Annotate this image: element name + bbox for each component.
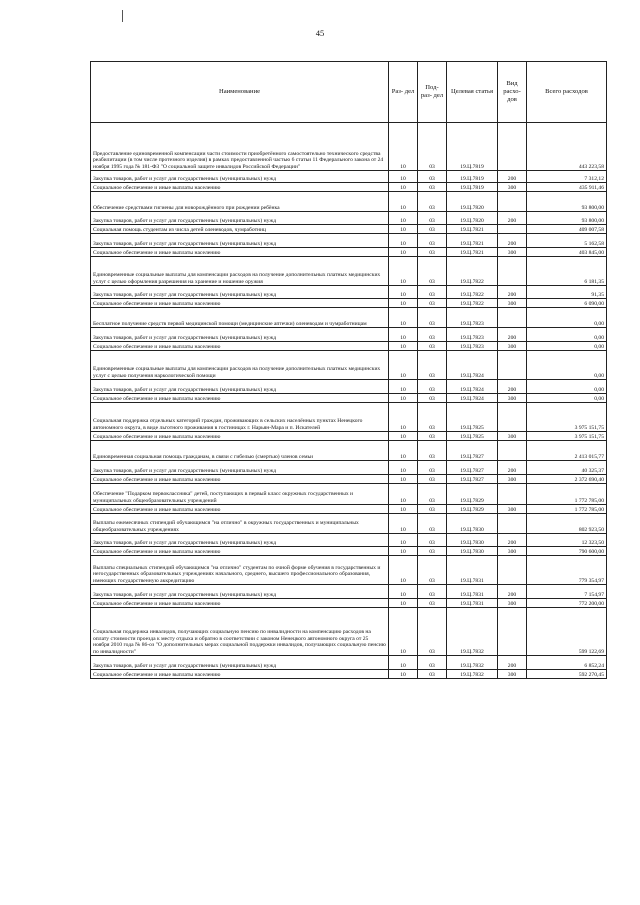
row-total: 40 325,37 — [527, 461, 607, 475]
row-name: Социальное обеспечение и иные выплаты населению — [91, 432, 389, 441]
table-row — [91, 403, 607, 432]
row-section: 10 — [389, 308, 418, 328]
row-kind — [498, 514, 527, 534]
row-kind: 300 — [498, 670, 527, 679]
table-row — [91, 380, 607, 394]
row-total: 435 911,46 — [527, 183, 607, 192]
row-total: 0,00 — [527, 394, 607, 403]
row-name: Закупка товаров, работ и услуг для государственных (муниципальных) нужд — [91, 461, 389, 475]
row-subsection: 03 — [418, 299, 447, 308]
row-total: 790 600,00 — [527, 547, 607, 556]
row-name: Социальное обеспечение и иные выплаты населению — [91, 183, 389, 192]
row-total: 91,35 — [527, 286, 607, 299]
table-row — [91, 342, 607, 351]
page-number: 45 — [315, 28, 325, 38]
row-subsection: 03 — [418, 461, 447, 475]
row-subsection: 03 — [418, 547, 447, 556]
row-name: Закупка товаров, работ и услуг для государственных (муниципальных) нужд — [91, 656, 389, 670]
row-target: 19.Ц.7827 — [447, 461, 498, 475]
row-target: 19.Ц.7827 — [447, 475, 498, 484]
row-total: 0,00 — [527, 380, 607, 394]
row-subsection: 03 — [418, 225, 447, 234]
row-kind: 200 — [498, 234, 527, 248]
row-name: Закупка товаров, работ и услуг для государственных (муниципальных) нужд — [91, 380, 389, 394]
row-total: 2 372 690,40 — [527, 475, 607, 484]
table-row — [91, 585, 607, 599]
row-section: 10 — [389, 225, 418, 234]
row-name: Социальное обеспечение и иные выплаты населению — [91, 670, 389, 679]
row-subsection: 03 — [418, 608, 447, 656]
row-total: 12 323,50 — [527, 534, 607, 547]
row-target: 19.Ц.7832 — [447, 670, 498, 679]
row-target: 19.Ц.7819 — [447, 183, 498, 192]
row-section: 10 — [389, 299, 418, 308]
row-name: Социальное обеспечение и иные выплаты населению — [91, 342, 389, 351]
table-row — [91, 394, 607, 403]
row-total: 0,00 — [527, 308, 607, 328]
row-kind — [498, 441, 527, 461]
row-target: 19.Ц.7820 — [447, 212, 498, 225]
row-name: Обеспечение средствами гигиены для новорождённого при рождении ребёнка — [91, 192, 389, 212]
row-target: 19.Ц.7832 — [447, 608, 498, 656]
row-target: 19.Ц.7829 — [447, 484, 498, 505]
row-subsection: 03 — [418, 670, 447, 679]
margin-mark — [122, 10, 123, 22]
row-total: 0,00 — [527, 328, 607, 342]
row-section: 10 — [389, 403, 418, 432]
row-total: 6 090,00 — [527, 299, 607, 308]
row-name: Закупка товаров, работ и услуг для государственных (муниципальных) нужд — [91, 212, 389, 225]
row-name: Социальное обеспечение и иные выплаты населению — [91, 299, 389, 308]
row-target: 19.Ц.7823 — [447, 308, 498, 328]
row-name: Бесплатное получение средств первой медицинской помощи (медицинские аптечки) оленеводам и чумработницам — [91, 308, 389, 328]
row-section: 10 — [389, 342, 418, 351]
table-row — [91, 432, 607, 441]
row-section: 10 — [389, 248, 418, 257]
row-target: 19.Ц.7825 — [447, 403, 498, 432]
row-total: 3 975 151,75 — [527, 403, 607, 432]
row-total: 599 122,69 — [527, 608, 607, 656]
row-target: 19.Ц.7822 — [447, 257, 498, 286]
row-subsection: 03 — [418, 484, 447, 505]
row-kind: 200 — [498, 328, 527, 342]
row-section: 10 — [389, 534, 418, 547]
row-kind — [498, 192, 527, 212]
row-section: 10 — [389, 475, 418, 484]
row-kind — [498, 308, 527, 328]
row-section: 10 — [389, 328, 418, 342]
table-row — [91, 484, 607, 505]
header-section: Раз- дел — [389, 62, 418, 123]
row-section: 10 — [389, 556, 418, 585]
row-section: 10 — [389, 656, 418, 670]
row-name: Социальная помощь студентам из числа детей оленеводов, чумработниц — [91, 225, 389, 234]
table-row — [91, 225, 607, 234]
row-name: Закупка товаров, работ и услуг для государственных (муниципальных) нужд — [91, 286, 389, 299]
row-target: 19.Ц.7819 — [447, 123, 498, 171]
table-row — [91, 123, 607, 171]
row-target: 19.Ц.7823 — [447, 342, 498, 351]
table-row — [91, 308, 607, 328]
row-name: Социальное обеспечение и иные выплаты населению — [91, 475, 389, 484]
row-target: 19.Ц.7831 — [447, 599, 498, 608]
row-name: Закупка товаров, работ и услуг для государственных (муниципальных) нужд — [91, 171, 389, 183]
row-subsection: 03 — [418, 475, 447, 484]
row-kind: 200 — [498, 585, 527, 599]
expenses-table — [90, 61, 607, 679]
row-name: Социальная поддержка инвалидов, получающих социальную пенсию по инвалидности на компенсацию расходов на оплату стоимости проезда к месту отдыха и обратно в соответствии с законом Ненецкого автономного округа от 25 ноября 2010 года № 86-оз "О дополнительных мерах социальной поддержки инвалидов, получающих социальную пенсию по инвалидности" — [91, 608, 389, 656]
row-total: 3 975 151,75 — [527, 432, 607, 441]
row-subsection: 03 — [418, 192, 447, 212]
row-section: 10 — [389, 432, 418, 441]
row-subsection: 03 — [418, 534, 447, 547]
row-kind: 300 — [498, 299, 527, 308]
row-name: Социальное обеспечение и иные выплаты населению — [91, 394, 389, 403]
row-kind — [498, 257, 527, 286]
row-section: 10 — [389, 585, 418, 599]
row-kind: 300 — [498, 432, 527, 441]
row-section: 10 — [389, 380, 418, 394]
row-total: 779 354,97 — [527, 556, 607, 585]
row-kind: 300 — [498, 183, 527, 192]
table-row — [91, 248, 607, 257]
row-section: 10 — [389, 599, 418, 608]
row-subsection: 03 — [418, 505, 447, 514]
row-subsection: 03 — [418, 432, 447, 441]
table-row — [91, 192, 607, 212]
row-total: 93 800,00 — [527, 192, 607, 212]
row-subsection: 03 — [418, 286, 447, 299]
row-kind — [498, 403, 527, 432]
row-target: 19.Ц.7820 — [447, 192, 498, 212]
row-subsection: 03 — [418, 234, 447, 248]
table-header-row — [91, 62, 607, 123]
row-total: 592 270,45 — [527, 670, 607, 679]
header-target: Целевая статья — [447, 62, 498, 123]
row-name: Социальное обеспечение и иные выплаты населению — [91, 248, 389, 257]
table-row — [91, 171, 607, 183]
row-name: Обеспечение "Подарком первоклассника" детей, поступающих в первый класс окружных государственных и муниципальных общеобразовательных учреждений — [91, 484, 389, 505]
row-kind — [498, 608, 527, 656]
row-kind: 200 — [498, 286, 527, 299]
row-section: 10 — [389, 171, 418, 183]
row-target: 19.Ц.7830 — [447, 547, 498, 556]
row-total: 0,00 — [527, 351, 607, 380]
row-kind: 200 — [498, 171, 527, 183]
row-kind: 300 — [498, 547, 527, 556]
row-subsection: 03 — [418, 248, 447, 257]
table-row — [91, 183, 607, 192]
row-section: 10 — [389, 212, 418, 225]
table-row — [91, 608, 607, 656]
row-subsection: 03 — [418, 394, 447, 403]
row-target: 19.Ц.7830 — [447, 514, 498, 534]
table-row — [91, 475, 607, 484]
row-total: 6 852,24 — [527, 656, 607, 670]
row-kind: 300 — [498, 599, 527, 608]
table-row — [91, 461, 607, 475]
row-subsection: 03 — [418, 212, 447, 225]
row-target: 19.Ц.7822 — [447, 299, 498, 308]
row-kind: 200 — [498, 534, 527, 547]
row-subsection: 03 — [418, 328, 447, 342]
row-total: 7 154,97 — [527, 585, 607, 599]
row-kind: 300 — [498, 475, 527, 484]
row-total: 1 772 785,00 — [527, 484, 607, 505]
row-subsection: 03 — [418, 380, 447, 394]
row-target: 19.Ц.7821 — [447, 234, 498, 248]
row-name: Выплаты специальных стипендий обучающимся "на отлично" студентам по очной форме обучения в государственных и негосударственных образовательных учреждениях начального, среднего, высшего профессионального образования, имеющих государственную аккредитацию — [91, 556, 389, 585]
row-total: 772 200,00 — [527, 599, 607, 608]
table-row — [91, 351, 607, 380]
row-target: 19.Ц.7829 — [447, 505, 498, 514]
row-section: 10 — [389, 505, 418, 514]
table-row — [91, 505, 607, 514]
table-row — [91, 299, 607, 308]
row-section: 10 — [389, 286, 418, 299]
row-section: 10 — [389, 514, 418, 534]
row-subsection: 03 — [418, 585, 447, 599]
row-total: 6 181,35 — [527, 257, 607, 286]
row-target: 19.Ц.7831 — [447, 585, 498, 599]
row-section: 10 — [389, 123, 418, 171]
row-kind: 300 — [498, 505, 527, 514]
row-total: 93 800,00 — [527, 212, 607, 225]
row-subsection: 03 — [418, 183, 447, 192]
table-row — [91, 257, 607, 286]
row-subsection: 03 — [418, 514, 447, 534]
row-section: 10 — [389, 547, 418, 556]
row-kind — [498, 351, 527, 380]
table-row — [91, 670, 607, 679]
row-name: Единовременные социальные выплаты для компенсации расходов на получение дополнительных платных медицинских услуг с целью получения наркологической помощи — [91, 351, 389, 380]
row-subsection: 03 — [418, 257, 447, 286]
row-total: 7 312,12 — [527, 171, 607, 183]
row-total: 409 007,58 — [527, 225, 607, 234]
table-row — [91, 599, 607, 608]
row-kind: 200 — [498, 380, 527, 394]
row-kind: 300 — [498, 248, 527, 257]
row-subsection: 03 — [418, 123, 447, 171]
row-kind: 300 — [498, 394, 527, 403]
row-target: 19.Ц.7824 — [447, 380, 498, 394]
row-kind: 300 — [498, 342, 527, 351]
row-total: 1 772 785,00 — [527, 505, 607, 514]
row-kind: 200 — [498, 461, 527, 475]
row-subsection: 03 — [418, 441, 447, 461]
header-subsection: Под- раз- дел — [418, 62, 447, 123]
row-section: 10 — [389, 257, 418, 286]
table-row — [91, 286, 607, 299]
row-target: 19.Ц.7832 — [447, 656, 498, 670]
table-row — [91, 234, 607, 248]
header-kind: Вид расхо- дов — [498, 62, 527, 123]
row-name: Социальное обеспечение и иные выплаты населению — [91, 505, 389, 514]
table-row — [91, 212, 607, 225]
row-kind: 200 — [498, 212, 527, 225]
row-section: 10 — [389, 192, 418, 212]
row-section: 10 — [389, 461, 418, 475]
row-subsection: 03 — [418, 351, 447, 380]
row-target: 19.Ц.7824 — [447, 351, 498, 380]
row-kind: 200 — [498, 656, 527, 670]
row-target: 19.Ц.7821 — [447, 225, 498, 234]
table-row — [91, 656, 607, 670]
row-name: Предоставление единовременной компенсации части стоимости приобретённого самостоятельно технического средства реабилитации (в том числе протезного изделия) в рамках предоставленной частью 6 статьи 11 Федерального закона от 24 ноября 1995 года № 181-ФЗ "О социальной защите инвалидов Российской Федерации" — [91, 123, 389, 171]
row-subsection: 03 — [418, 403, 447, 432]
row-section: 10 — [389, 670, 418, 679]
header-name: Наименование — [91, 62, 389, 123]
row-name: Единовременные социальные выплаты для компенсации расходов на получение дополнительных платных медицинских услуг с целью оформления разрешения на хранение и ношение оружия — [91, 257, 389, 286]
row-name: Социальное обеспечение и иные выплаты населению — [91, 599, 389, 608]
row-name: Социальная поддержка отдельных категорий граждан, проживающих в сельских населённых пунктах Ненецкого автономного округа, в виде льготного проживания в гостиницах г. Нарьян-Мара и п. Искателей — [91, 403, 389, 432]
row-section: 10 — [389, 351, 418, 380]
row-section: 10 — [389, 484, 418, 505]
row-target: 19.Ц.7831 — [447, 556, 498, 585]
row-total: 0,00 — [527, 342, 607, 351]
row-name: Выплаты ежемесячных стипендий обучающимся "на отлично" в окружных государственных и муниципальных общеобразовательных учреждениях — [91, 514, 389, 534]
header-total: Всего расходов — [527, 62, 607, 123]
row-name: Закупка товаров, работ и услуг для государственных (муниципальных) нужд — [91, 328, 389, 342]
row-section: 10 — [389, 441, 418, 461]
row-subsection: 03 — [418, 599, 447, 608]
row-kind — [498, 225, 527, 234]
row-subsection: 03 — [418, 308, 447, 328]
row-target: 19.Ц.7824 — [447, 394, 498, 403]
row-section: 10 — [389, 608, 418, 656]
row-target: 19.Ц.7822 — [447, 286, 498, 299]
row-target: 19.Ц.7825 — [447, 432, 498, 441]
row-name: Закупка товаров, работ и услуг для государственных (муниципальных) нужд — [91, 234, 389, 248]
row-total: 2 413 015,77 — [527, 441, 607, 461]
row-target: 19.Ц.7821 — [447, 248, 498, 257]
row-section: 10 — [389, 183, 418, 192]
table-row — [91, 514, 607, 534]
table-row — [91, 534, 607, 547]
row-subsection: 03 — [418, 342, 447, 351]
table-row — [91, 556, 607, 585]
row-subsection: 03 — [418, 656, 447, 670]
row-kind — [498, 123, 527, 171]
row-target: 19.Ц.7823 — [447, 328, 498, 342]
row-target: 19.Ц.7827 — [447, 441, 498, 461]
row-name: Социальное обеспечение и иные выплаты населению — [91, 547, 389, 556]
row-total: 802 923,50 — [527, 514, 607, 534]
row-target: 19.Ц.7830 — [447, 534, 498, 547]
row-section: 10 — [389, 394, 418, 403]
row-subsection: 03 — [418, 171, 447, 183]
row-subsection: 03 — [418, 556, 447, 585]
row-target: 19.Ц.7819 — [447, 171, 498, 183]
row-kind — [498, 556, 527, 585]
table-row — [91, 547, 607, 556]
row-name: Закупка товаров, работ и услуг для государственных (муниципальных) нужд — [91, 585, 389, 599]
row-total: 443 223,58 — [527, 123, 607, 171]
row-total: 5 162,58 — [527, 234, 607, 248]
table-row — [91, 441, 607, 461]
row-section: 10 — [389, 234, 418, 248]
row-total: 403 845,00 — [527, 248, 607, 257]
row-kind — [498, 484, 527, 505]
row-name: Закупка товаров, работ и услуг для государственных (муниципальных) нужд — [91, 534, 389, 547]
table-row — [91, 328, 607, 342]
row-name: Единовременная социальная помощь гражданам, в связи с гибелью (смертью) членов семьи — [91, 441, 389, 461]
